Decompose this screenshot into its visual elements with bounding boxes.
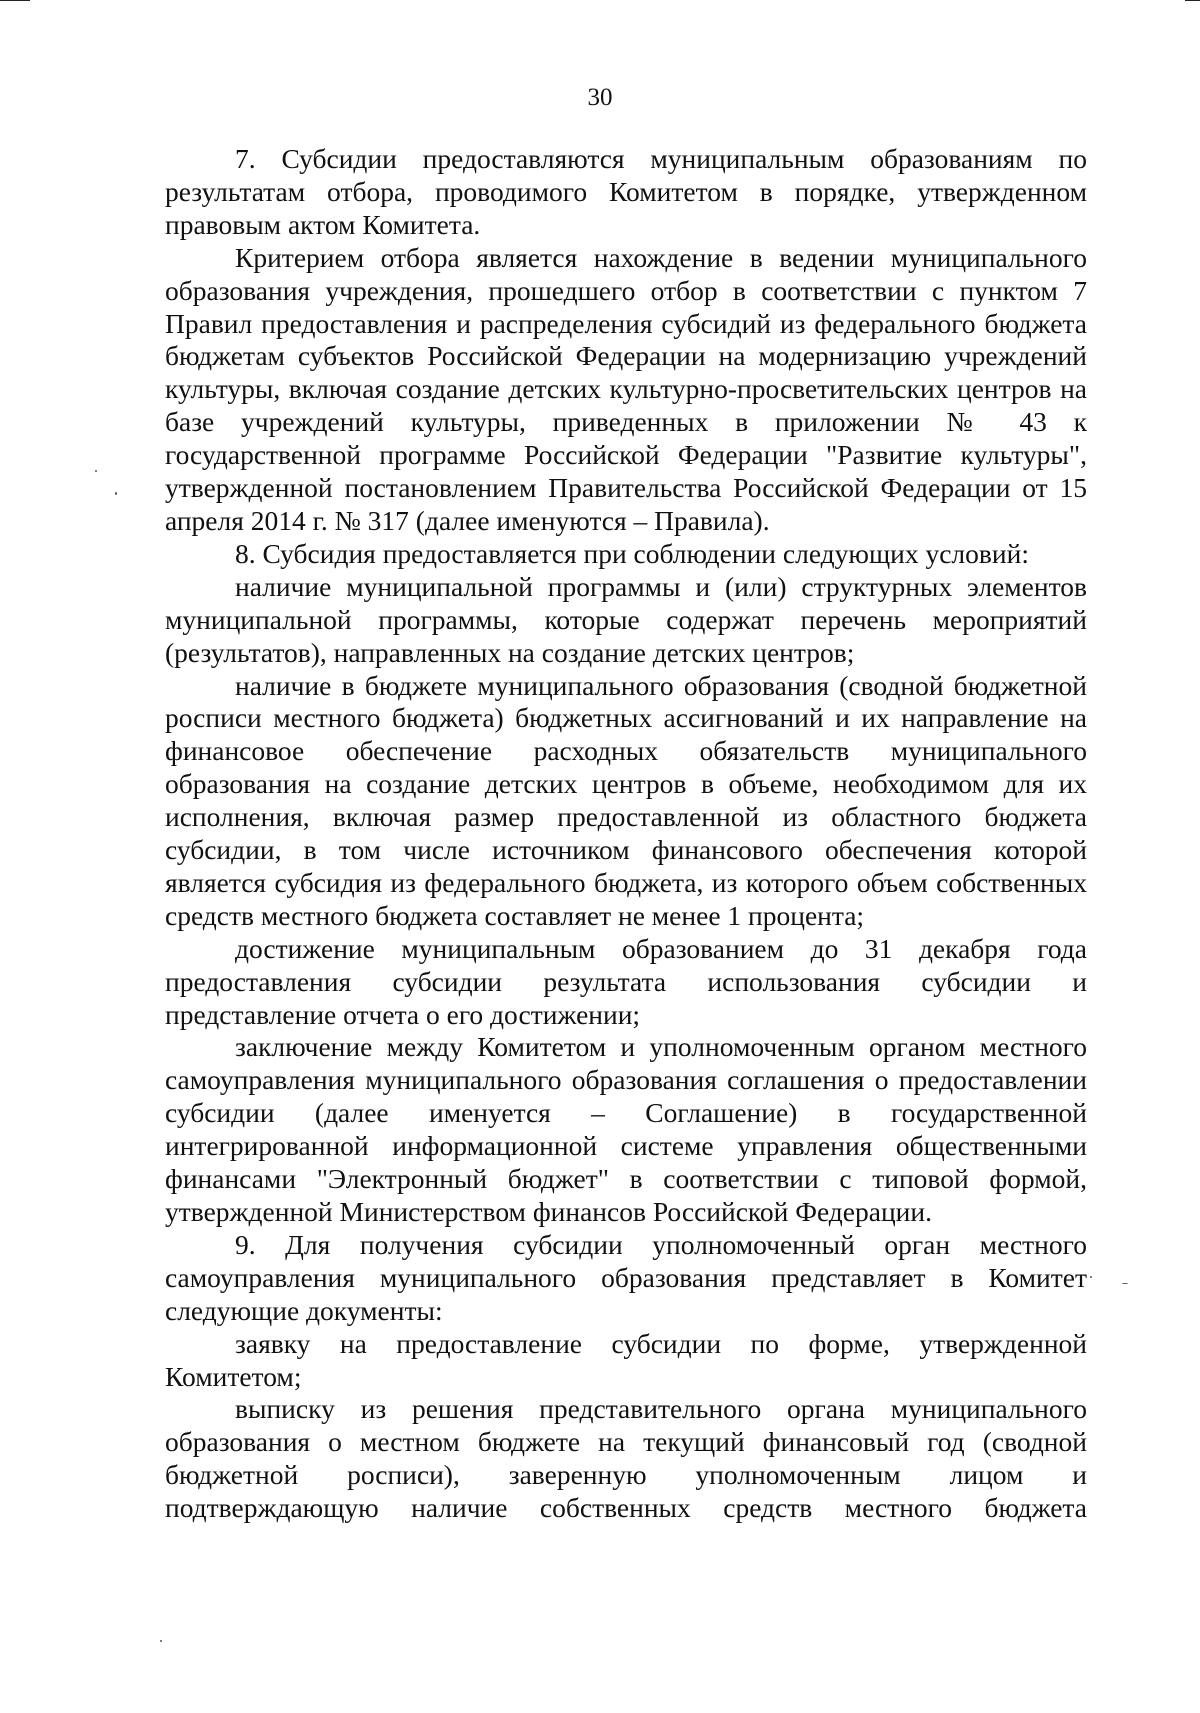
paragraph-selection-criterion: Критерием отбора является нахождение в ведении муниципального образования учреждения, прошедшего отбор в соответствии с пунктом 7 Правил предоставления и распределения субсидий из федерального бюджета бюджетам субъектов Российской Федерации на модернизацию учреждений культуры, включая создание детских культурно-просветительских центров на базе учреждений культуры, приведенных в приложении № 43 к государственной программе Российской Федерации "Развитие культуры", утвержденной постановлением Правительства Российской Федерации от 15 апреля 2014 г. № 317 (далее именуются – Правила). <box>165 241 1087 536</box>
scan-edge-mark-right <box>1185 0 1200 1</box>
paragraph-document-extract: выписку из решения представительного органа муниципального образования о местном бюджете на текущий финансовый год (сводной бюджетной росписи), заверенную уполномоченным лицом и подтверждающую наличие собственных средств местного бюджета <box>165 1393 1087 1524</box>
paragraph-condition-agreement: заключение между Комитетом и уполномоченным органом местного самоуправления муниципального образования соглашения о предоставлении субсидии (далее именуется – Соглашение) в государственной интегрированной информационной системе управления общественными финансами "Электронный бюджет" в соответствии с типовой формой, утвержденной Министерством финансов Российской Федерации. <box>165 1031 1087 1227</box>
scan-speck <box>1090 1276 1092 1278</box>
paragraph-9-documents: 9. Для получения субсидии уполномоченный орган местного самоуправления муниципального образования представляет в Комитет следующие документы: <box>165 1228 1087 1326</box>
scan-speck <box>95 470 97 472</box>
paragraph-7-subsidies-selection: 7. Субсидии предоставляются муниципальным образованиям по результатам отбора, проводимого Комитетом в порядке, утвержденном правовым актом Комитета. <box>165 143 1087 240</box>
paragraph-8-conditions: 8. Субсидия предоставляется при соблюдении следующих условий: <box>235 537 1029 569</box>
scan-edge-mark-left <box>0 0 30 1</box>
scan-speck <box>160 1640 162 1642</box>
document-body <box>165 143 1087 1525</box>
scan-speck <box>115 492 117 495</box>
paragraph-condition-result: достижение муниципальным образованием до 31 декабря года предоставления субсидии результата использования субсидии и представление отчета о его достижении; <box>165 932 1087 1030</box>
paragraph-condition-program: наличие муниципальной программы и (или) структурных элементов муниципальной программы, которые содержат перечень мероприятий (результатов), направленных на создание детских центров; <box>165 570 1087 668</box>
scan-speck <box>1122 1283 1128 1284</box>
paragraph-condition-budget: наличие в бюджете муниципального образования (сводной бюджетной росписи местного бюджета) бюджетных ассигнований и их направление на финансовое обеспечение расходных обязательств муниципального образования на создание детских центров в объеме, необходимом для их исполнения, включая размер предоставленной из областного бюджета субсидии, в том числе источником финансового обеспечения которой является субсидия из федерального бюджета, из которого объем собственных средств местного бюджета составляет не менее 1 процента; <box>165 669 1087 931</box>
page-number: 30 <box>587 84 613 111</box>
paragraph-document-application: заявку на предоставление субсидии по форме, утвержденной Комитетом; <box>165 1327 1087 1392</box>
